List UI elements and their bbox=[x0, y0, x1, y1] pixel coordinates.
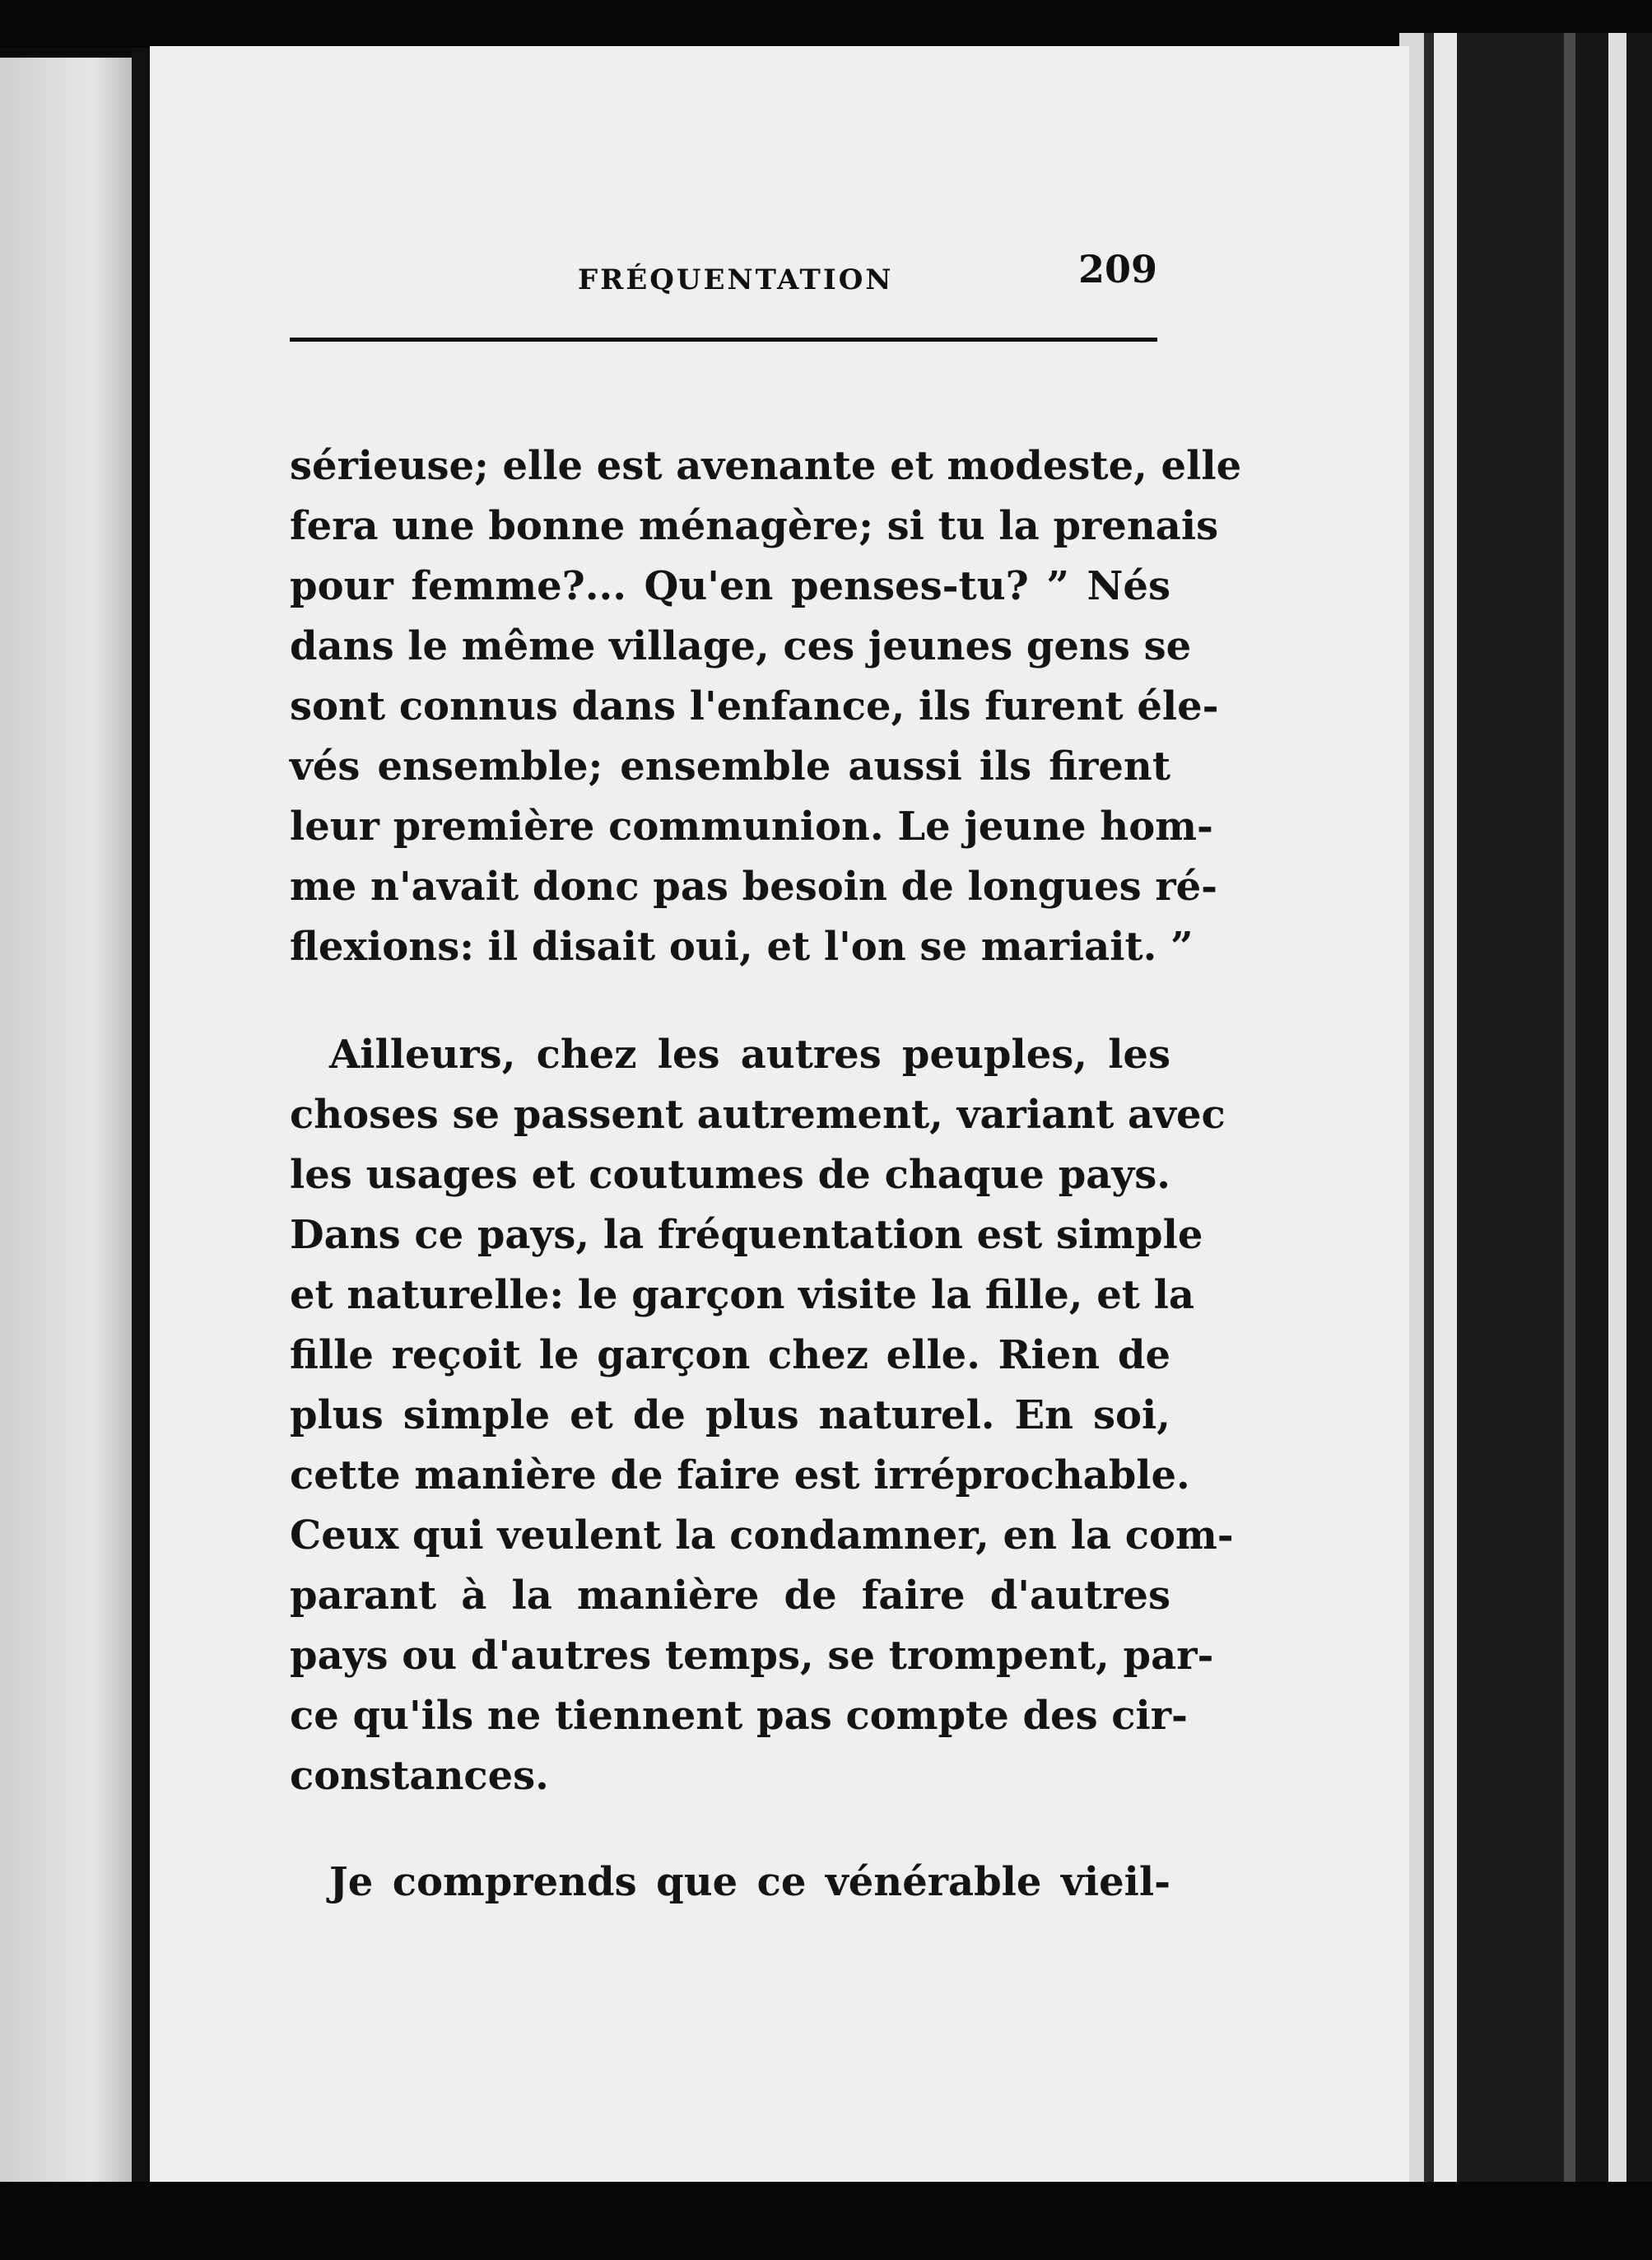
text-line: flexions: il disait oui, et l'on se mariait. ” bbox=[290, 924, 1194, 970]
text-line: Ailleurs, chez les autres peuples, les bbox=[329, 1032, 1170, 1078]
paragraph-2 bbox=[290, 1025, 1234, 1806]
running-title: FRÉQUENTATION bbox=[578, 263, 894, 296]
text-line: plus simple et de plus naturel. En soi, bbox=[290, 1392, 1170, 1438]
text-line: leur première communion. Le jeune hom- bbox=[290, 804, 1213, 850]
scan-bottom-border bbox=[0, 2182, 1652, 2260]
text-line: les usages et coutumes de chaque pays. bbox=[290, 1152, 1170, 1198]
text-line: dans le même village, ces jeunes gens se bbox=[290, 623, 1192, 669]
text-line: me n'avait donc pas besoin de longues ré- bbox=[290, 864, 1218, 910]
text-line: ce qu'ils ne tiennent pas compte des cir- bbox=[290, 1693, 1188, 1739]
text-line: cette manière de faire est irréprochable. bbox=[290, 1452, 1190, 1498]
gutter-shadow bbox=[132, 48, 150, 2188]
header-rule bbox=[290, 338, 1157, 342]
text-line: Dans ce pays, la fréquentation est simple bbox=[290, 1212, 1203, 1258]
text-line: sérieuse; elle est avenante et modeste, elle bbox=[290, 443, 1242, 489]
paragraph-1 bbox=[290, 436, 1242, 977]
text-line: pays ou d'autres temps, se trompent, par- bbox=[290, 1633, 1214, 1679]
page-number: 209 bbox=[1077, 247, 1157, 291]
text-line: Ceux qui veulent la condamner, en la com- bbox=[290, 1512, 1234, 1559]
text-line: vés ensemble; ensemble aussi ils firent bbox=[290, 743, 1170, 790]
text-line: Je comprends que ce vénérable vieil- bbox=[329, 1859, 1170, 1905]
facing-page-edge bbox=[0, 58, 132, 2182]
text-line: fera une bonne ménagère; si tu la prenais bbox=[290, 503, 1219, 549]
text-line: constances. bbox=[290, 1753, 549, 1799]
text-line: pour femme?... Qu'en penses-tu? ” Nés bbox=[290, 563, 1170, 609]
book-edge bbox=[1399, 33, 1652, 2190]
text-line: parant à la manière de faire d'autres bbox=[290, 1573, 1170, 1619]
text-line: choses se passent autrement, variant avec bbox=[290, 1092, 1226, 1138]
text-line: fille reçoit le garçon chez elle. Rien de bbox=[290, 1332, 1170, 1378]
running-header bbox=[290, 247, 1157, 305]
paragraph-3 bbox=[290, 1852, 1170, 1913]
text-line: sont connus dans l'enfance, ils furent éle- bbox=[290, 683, 1219, 729]
text-line: et naturelle: le garçon visite la fille, et la bbox=[290, 1272, 1194, 1318]
